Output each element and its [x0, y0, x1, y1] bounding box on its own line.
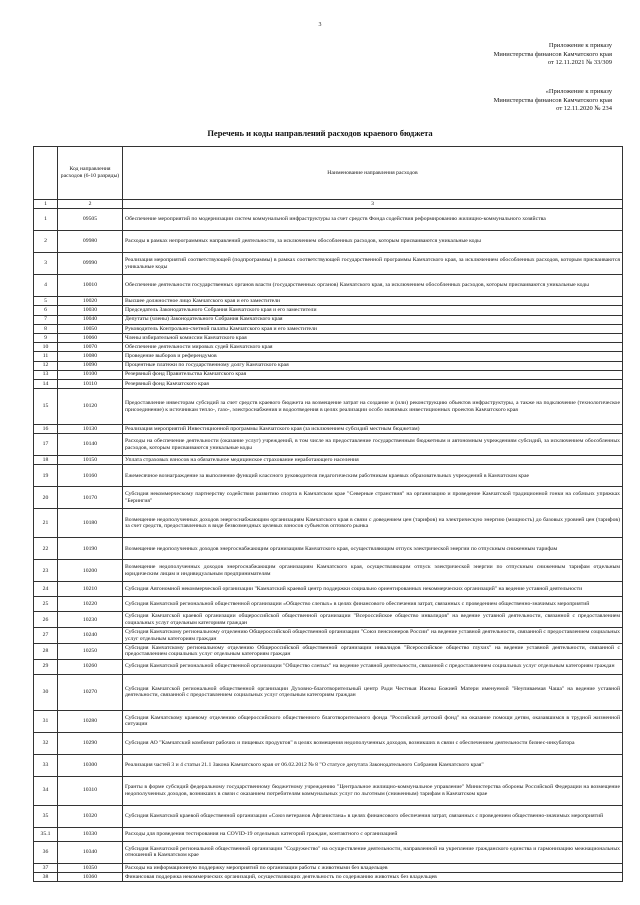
table-header-row [34, 147, 623, 200]
row-name: Субсидия Камчатскому краевому отделению общероссийского общественного благотворительного фонда "Российский детский фонд" на оказание помощи детям, оказавшимся в трудной жизненной ситуации [123, 710, 623, 732]
row-name: Субсидия Камчатской краевой организации общероссийской общественной организации "Всероссийское общество инвалидов" на ведение уставной деятельности, связанной с предоставлением социальных услуг отдельным категориям граждан [123, 612, 623, 628]
table-row [34, 710, 623, 732]
header-code: Код направления расходов (6-10 разряды) [58, 147, 123, 200]
row-number: 38 [34, 872, 58, 881]
row-name: Расходы на обеспечение деятельности (оказание услуг) учреждений, в том числе на предоставление государственным бюджетным и автономным учреждениям субсидий, за исключением обособленных расходов, которым присваиваются уникальные коды [123, 434, 623, 456]
row-number: 33 [34, 754, 58, 776]
row-code: 10050 [58, 324, 123, 333]
table-row [34, 209, 623, 231]
row-name: Возмещение недополученных доходов энергоснабжающим организациям Камчатского края в связи с доведением цен (тарифов) на электрическую энергию (мощность) до базовых уровней цен (тарифов) за счет средств, предоставленных в виде безвозмездных целевых взносов субъектов оптового рынка [123, 509, 623, 538]
appendix-previous [494, 88, 612, 114]
column-number: 2 [58, 199, 123, 209]
table-row [34, 597, 623, 612]
row-number: 13 [34, 370, 58, 379]
row-name: Субсидия Камчатской региональной общественной организации Духовно-благотворительный центр Ради Честныя Иконы Божией Матери именуемой "Неупиваемая Чаша" на ведение уставной деятельности, связанной с предоставлением социальных услуг отдельным категориям граждан [123, 674, 623, 710]
row-number: 35 [34, 805, 58, 827]
table-row [34, 456, 623, 465]
page-number: 3 [318, 22, 322, 28]
table-row [34, 538, 623, 560]
row-number: 14 [34, 379, 58, 388]
row-number: 11 [34, 352, 58, 361]
row-code: 10290 [58, 732, 123, 754]
row-number: 18 [34, 456, 58, 465]
row-name: Обеспечение деятельности мировых судей Камчатского края [123, 343, 623, 352]
column-number: 3 [123, 199, 623, 209]
row-name: Проведение выборов и референдумов [123, 352, 623, 361]
row-code: 10210 [58, 582, 123, 597]
row-name: Обеспечение мероприятий по модернизации систем коммунальной инфраструктуры за счет средств Фонда содействия реформированию жилищно-коммунального хозяйства [123, 209, 623, 231]
table-row [34, 674, 623, 710]
row-name: Высшее должностное лицо Камчатского края и его заместители [123, 297, 623, 306]
row-code: 10270 [58, 674, 123, 710]
row-code: 10350 [58, 863, 123, 872]
row-number: 28 [34, 644, 58, 660]
row-code: 09980 [58, 231, 123, 253]
table-row [34, 487, 623, 509]
table-row [34, 560, 623, 582]
document-title: Перечень и коды направлений расходов краевого бюджета [207, 128, 433, 138]
column-number-row [34, 199, 623, 209]
row-code: 10200 [58, 560, 123, 582]
row-code: 10080 [58, 352, 123, 361]
row-number: 31 [34, 710, 58, 732]
row-name: Расходы на информационную поддержку мероприятий по организации работы с животными без владельцев [123, 863, 623, 872]
row-name: Реализация мероприятий Инвестиционной программы Камчатского края (за исключением субсидий местным бюджетам) [123, 425, 623, 434]
row-name: Реализация мероприятий соответствующей (подпрограммы) в рамках соответствующей государственной программы Камчатского края, за исключением обособленных расходов, которым присваиваются уникальные коды [123, 253, 623, 275]
row-number: 35.1 [34, 827, 58, 841]
row-name: Возмещение недополученных доходов энергоснабжающим организациям Камчатского края, осуществляющим отпуск электрической энергии по отпускным сниженным тарифам [123, 538, 623, 560]
row-number: 9 [34, 333, 58, 342]
table-row [34, 659, 623, 674]
row-code: 10320 [58, 805, 123, 827]
appendix-line: Министерства финансов Камчатского края [493, 50, 612, 58]
row-code: 09505 [58, 209, 123, 231]
table-row [34, 582, 623, 597]
table-row [34, 370, 623, 379]
table-row [34, 509, 623, 538]
row-number: 32 [34, 732, 58, 754]
row-code: 10150 [58, 456, 123, 465]
row-name: Реализация частей 3 и 4 статьи 21.1 Закона Камчатского края от 06.02.2012 № 8 "О статусе депутата Законодательного Собрания Камчатского края" [123, 754, 623, 776]
row-number: 4 [34, 275, 58, 297]
table-row [34, 333, 623, 342]
row-code: 10090 [58, 361, 123, 370]
row-code: 10120 [58, 389, 123, 425]
row-number: 12 [34, 361, 58, 370]
row-name: Субсидия Камчатской региональной общественной организации "Общество слепых" на ведение уставной деятельности, связанной с предоставлением социальных услуг отдельным категориям граждан [123, 659, 623, 674]
row-number: 23 [34, 560, 58, 582]
appendix-date: от 12.11.2020 № 234 [556, 105, 612, 113]
row-number: 6 [34, 306, 58, 315]
row-number: 3 [34, 253, 58, 275]
table-row [34, 827, 623, 841]
row-number: 34 [34, 776, 58, 805]
row-code: 10240 [58, 628, 123, 644]
row-code: 10180 [58, 509, 123, 538]
table-row [34, 361, 623, 370]
table-row [34, 315, 623, 324]
row-name: Возмещение недополученных доходов энергоснабжающим организациям Камчатского края, осуществляющим отпуск электрической энергии по отпускным сниженным тарифам отдельным юридическим лицам и индивидуальным предпринимателям [123, 560, 623, 582]
appendix-line: Приложение к приказу [548, 42, 612, 49]
row-code: 10310 [58, 776, 123, 805]
row-name: Субсидия Камчатской краевой общественной организации «Союз ветеранов Афганистана» в целях финансового обеспечения затрат, связанных с проведением общественно-значимых мероприятий [123, 805, 623, 827]
table-row [34, 389, 623, 425]
table-row [34, 324, 623, 333]
table-row [34, 644, 623, 660]
row-number: 7 [34, 315, 58, 324]
row-code: 10330 [58, 827, 123, 841]
row-code: 10300 [58, 754, 123, 776]
row-code: 10070 [58, 343, 123, 352]
row-name: Председатель Законодательного Собрания Камчатского края и его заместители [123, 306, 623, 315]
column-number: 1 [34, 199, 58, 209]
row-number: 16 [34, 425, 58, 434]
row-name: Субсидия Камчатскому региональному отделению Общероссийской общественной организации инвалидов "Всероссийское общество глухих" на ведение уставной деятельности, связанной с предоставлением социальных услуг отдельным категориям граждан [123, 644, 623, 660]
row-number: 2 [34, 231, 58, 253]
row-name: Резервный фонд Правительства Камчатского края [123, 370, 623, 379]
table-row [34, 805, 623, 827]
table-row [34, 231, 623, 253]
table-row [34, 776, 623, 805]
row-number: 30 [34, 674, 58, 710]
row-code: 10360 [58, 872, 123, 881]
row-code: 10100 [58, 370, 123, 379]
row-code: 10190 [58, 538, 123, 560]
table-row [34, 253, 623, 275]
table-row [34, 612, 623, 628]
row-code: 10040 [58, 315, 123, 324]
table-row [34, 863, 623, 872]
row-number: 10 [34, 343, 58, 352]
table-row [34, 434, 623, 456]
row-code: 10170 [58, 487, 123, 509]
row-code: 10110 [58, 379, 123, 388]
row-name: Субсидия Камчатской региональной общественной организации "Содружество" на осуществление деятельности, направленной на укрепление гражданского единства и гармонизацию межнациональных отношений в Камчатском крае [123, 841, 623, 863]
row-number: 37 [34, 863, 58, 872]
row-code: 10230 [58, 612, 123, 628]
row-code: 10060 [58, 333, 123, 342]
table-row [34, 306, 623, 315]
table-row [34, 841, 623, 863]
row-name: Субсидия АО "Камчатский комбинат рабочих и пищевых продуктов" в целях возмещения недополученных доходов, возникших в связи с обеспечением деятельности бизнес-инкубатора [123, 732, 623, 754]
row-name: Обеспечение деятельности государственных органов власти (государственных органов) Камчатского края, за исключением обособленных расходов, которым присваиваются уникальные коды [123, 275, 623, 297]
table-body [34, 209, 623, 882]
row-number: 21 [34, 509, 58, 538]
row-code: 10260 [58, 659, 123, 674]
appendix-line: «Приложение к приказу [545, 88, 612, 95]
table-row [34, 343, 623, 352]
row-name: Резервный фонд Камчатского края [123, 379, 623, 388]
row-name: Субсидия Камчатской региональной общественной организации «Общество слепых» в целях финансового обеспечения затрат, связанных с проведением общественно-значимых мероприятий [123, 597, 623, 612]
row-code: 10280 [58, 710, 123, 732]
row-number: 15 [34, 389, 58, 425]
header-row-number [34, 147, 58, 200]
row-number: 27 [34, 628, 58, 644]
appendix-line: Министерства финансов Камчатского края [493, 96, 612, 104]
row-code: 10220 [58, 597, 123, 612]
row-number: 26 [34, 612, 58, 628]
table-row [34, 465, 623, 487]
row-number: 29 [34, 659, 58, 674]
row-number: 20 [34, 487, 58, 509]
row-name: Субсидия некоммерческому партнерству содействия развитию спорта в Камчатском крае "Северные странствия" на организацию и проведение Камчатской традиционной гонки на собачьих упряжках "Берингия" [123, 487, 623, 509]
row-number: 19 [34, 465, 58, 487]
row-code: 10020 [58, 297, 123, 306]
row-name: Расходы в рамках непрограммных направлений деятельности, за исключением обособленных расходов, которым присваиваются уникальные коды [123, 231, 623, 253]
row-name: Процентные платежи по государственному долгу Камчатского края [123, 361, 623, 370]
row-code: 10340 [58, 841, 123, 863]
row-number: 17 [34, 434, 58, 456]
table-row [34, 275, 623, 297]
row-code: 10160 [58, 465, 123, 487]
expense-codes-table [33, 146, 623, 882]
row-name: Финансовая поддержка некоммерческих организаций, осуществляющих деятельность по содержанию животных без владельцев [123, 872, 623, 881]
row-code: 10130 [58, 425, 123, 434]
row-name: Руководитель Контрольно-счетной палаты Камчатского края и его заместители [123, 324, 623, 333]
row-code: 10030 [58, 306, 123, 315]
table-row [34, 379, 623, 388]
row-name: Депутаты (члены) Законодательного Собрания Камчатского края [123, 315, 623, 324]
row-name: Уплата страховых взносов на обязательное медицинское страхование неработающего населения [123, 456, 623, 465]
row-number: 24 [34, 582, 58, 597]
row-name: Расходы для проведения тестирования на COVID-19 отдельных категорий граждан, контактного с организацией [123, 827, 623, 841]
appendix-current [494, 42, 612, 68]
row-name: Субсидия Автономной некоммерческой организации "Камчатский краевой центр поддержки социально ориентированных некоммерческих организаций" на ведение уставной деятельности [123, 582, 623, 597]
row-code: 09990 [58, 253, 123, 275]
row-number: 1 [34, 209, 58, 231]
row-name: Члены избирательной комиссии Камчатского края [123, 333, 623, 342]
table-row [34, 872, 623, 881]
table-row [34, 297, 623, 306]
row-name: Ежемесячное вознаграждение за выполнение функций классного руководителя педагогическим работникам краевых образовательных учреждений в Камчатском крае [123, 465, 623, 487]
row-code: 10250 [58, 644, 123, 660]
row-number: 25 [34, 597, 58, 612]
table-row [34, 754, 623, 776]
row-number: 8 [34, 324, 58, 333]
table-row [34, 425, 623, 434]
row-number: 22 [34, 538, 58, 560]
row-code: 10140 [58, 434, 123, 456]
row-number: 5 [34, 297, 58, 306]
row-name: Субсидия Камчатскому региональному отделению Общероссийской общественной организации "Союз пенсионеров России" на ведение уставной деятельности, связанной с предоставлением социальных услуг отдельным категориям граждан [123, 628, 623, 644]
row-number: 36 [34, 841, 58, 863]
appendix-date: от 12.11.2021 № 33/309 [547, 59, 612, 67]
row-name: Предоставление инвесторам субсидий за счет средств краевого бюджета на возмещение затрат на создание и (или) реконструкцию объектов инфраструктуры, а также на подключение (технологическое присоединение) к источникам тепло-, газо-, электроснабжения и водоотведения в целях реализации особо значимых инвестиционных проектов Камчатского края [123, 389, 623, 425]
row-name: Гранты в форме субсидий федеральному государственному бюджетному учреждению "Центральное жилищно-коммунальное управление" Министерства обороны Российской Федерации на возмещение недополученных доходов, возникших в связи с оказанием потребителям коммунальных услуг по льготным (сниженным) тарифам в Камчатском крае [123, 776, 623, 805]
table-row [34, 732, 623, 754]
row-code: 10010 [58, 275, 123, 297]
table-row [34, 628, 623, 644]
header-name: Наименование направления расходов [123, 147, 623, 200]
table-row [34, 352, 623, 361]
